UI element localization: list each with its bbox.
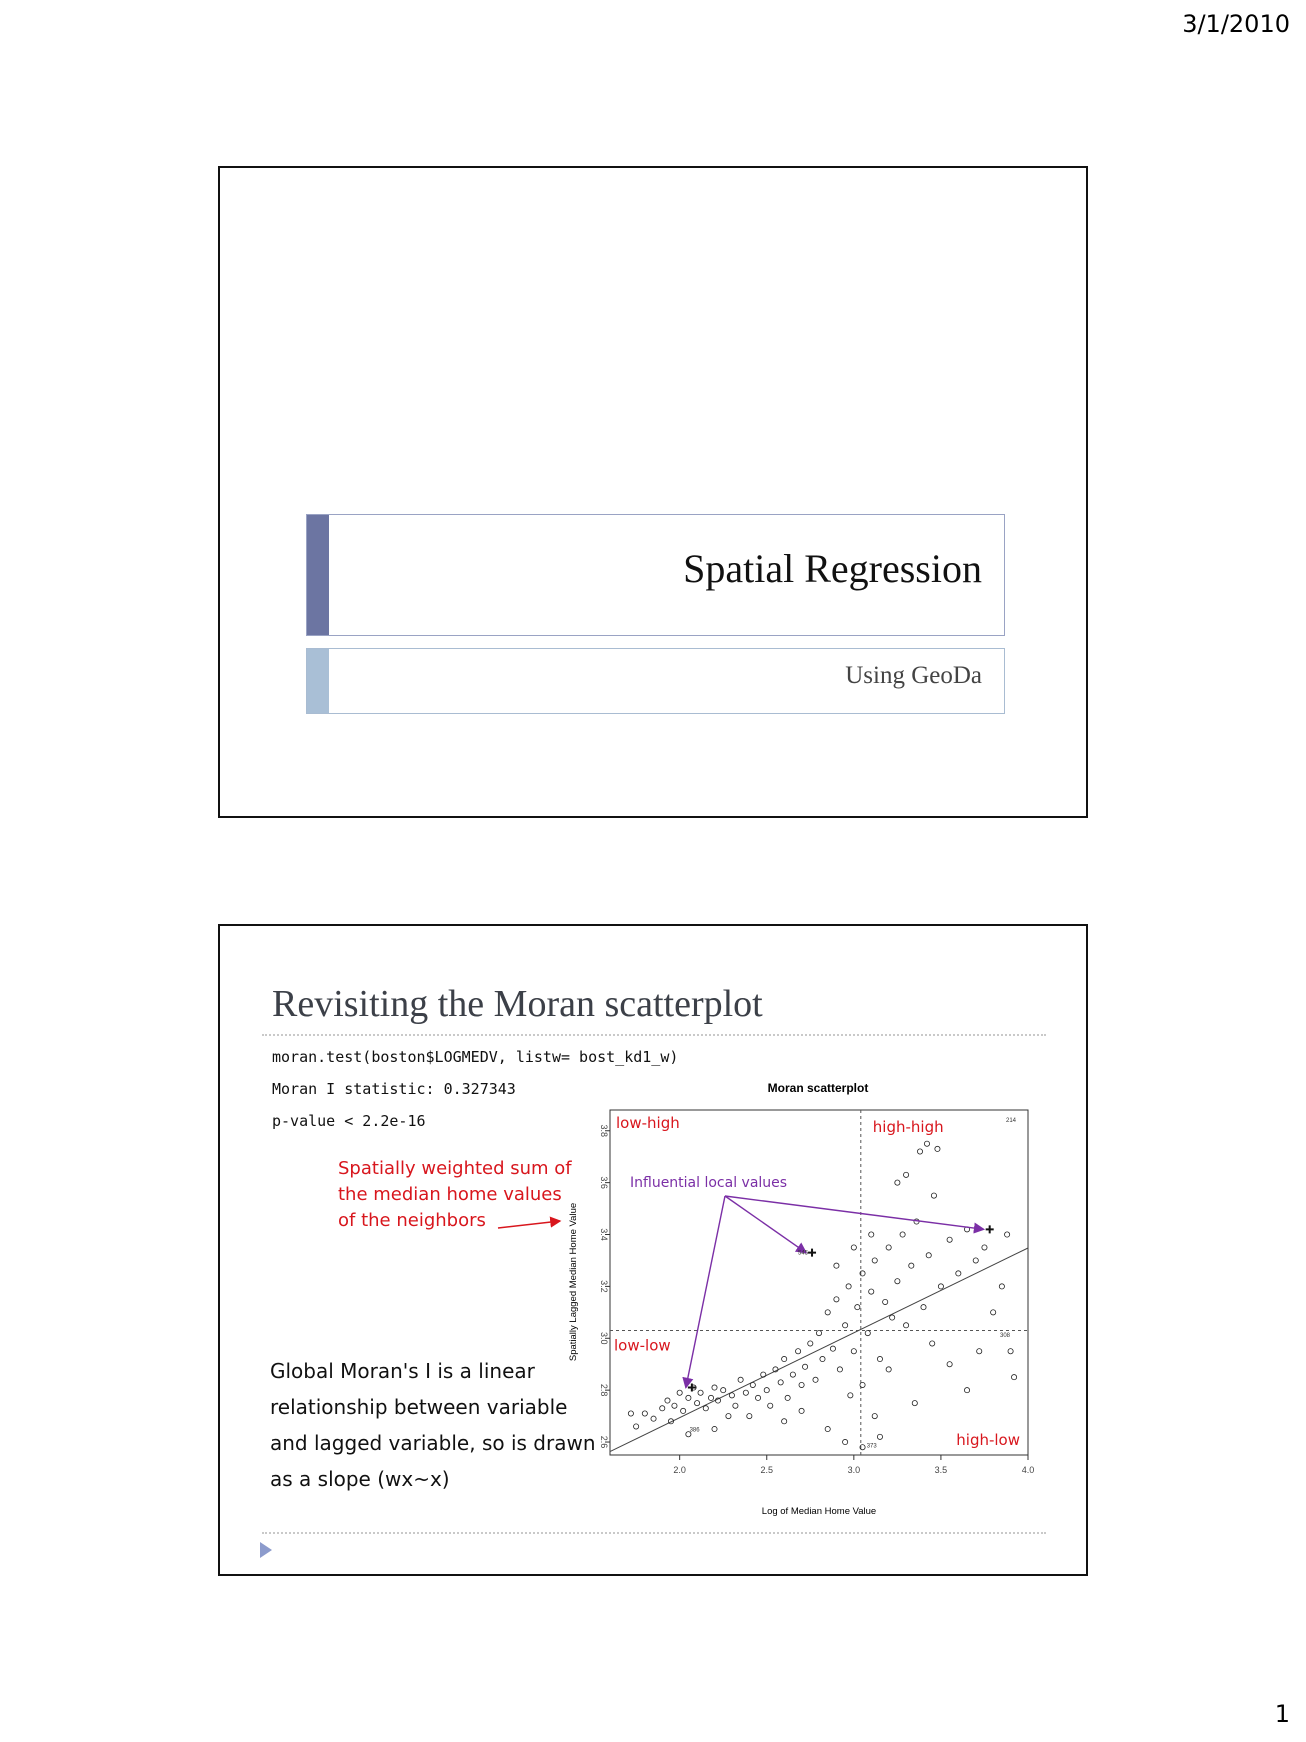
data-point: [917, 1149, 922, 1154]
data-point: [938, 1284, 943, 1289]
data-point: [738, 1377, 743, 1382]
point-label: 373: [866, 1443, 877, 1450]
global-moran-note: Global Moran's I is a linear relationship between variable and lagged variable, so is drawn as a slope (wx~x): [270, 1359, 596, 1491]
data-point: [830, 1346, 835, 1351]
data-point: [750, 1382, 755, 1387]
y-tick-label: 3.6: [599, 1176, 609, 1189]
slide-1: [218, 166, 1088, 818]
data-point: [909, 1263, 914, 1268]
data-point: [947, 1362, 952, 1367]
data-point: [848, 1393, 853, 1398]
data-point: [834, 1297, 839, 1302]
annotation-arrow: [725, 1196, 984, 1229]
regression-line: [610, 1248, 1028, 1452]
data-point: [816, 1330, 821, 1335]
data-point: [872, 1258, 877, 1263]
y-axis-label: Spatially Lagged Median Home Value: [568, 1202, 579, 1362]
data-point: [903, 1323, 908, 1328]
data-point: [865, 1330, 870, 1335]
quadrant-label: high-high: [872, 1118, 944, 1136]
data-point: [802, 1364, 807, 1369]
x-tick-label: 3.0: [847, 1465, 861, 1475]
slide-subtitle: Using GeoDa: [845, 662, 982, 689]
data-point: [694, 1401, 699, 1406]
data-point: [886, 1245, 891, 1250]
data-point: [782, 1419, 787, 1424]
influential-annotation: Influential local values: [630, 1175, 788, 1191]
data-point: [977, 1349, 982, 1354]
data-point: [799, 1408, 804, 1413]
data-point: [947, 1237, 952, 1242]
data-point: [869, 1232, 874, 1237]
data-point: [877, 1434, 882, 1439]
subtitle-block: [306, 648, 1005, 714]
x-tick-label: 3.5: [934, 1465, 948, 1475]
data-point: [982, 1245, 987, 1250]
data-point: [755, 1395, 760, 1400]
moran-scatterplot: [568, 1076, 1048, 1517]
data-point: [883, 1299, 888, 1304]
chart-title: Moran scatterplot: [767, 1081, 869, 1095]
data-point: [686, 1395, 691, 1400]
data-point: [703, 1406, 708, 1411]
data-point: [634, 1424, 639, 1429]
data-point: [872, 1413, 877, 1418]
data-point: [895, 1279, 900, 1284]
y-tick-label: 2.8: [599, 1383, 609, 1397]
code-line-1: moran.test(boston$LOGMEDV, listw= bost_kd1_w): [272, 1048, 679, 1066]
data-point: [869, 1289, 874, 1294]
data-point: [782, 1356, 787, 1361]
x-tick-label: 4.0: [1021, 1465, 1035, 1475]
data-point: [860, 1382, 865, 1387]
data-point: [912, 1401, 917, 1406]
data-point: [651, 1416, 656, 1421]
data-point: [808, 1341, 813, 1346]
point-label: 545: [798, 1250, 809, 1257]
data-point: [843, 1323, 848, 1328]
y-tick-label: 2.6: [599, 1435, 609, 1449]
page-number: 1: [1274, 1700, 1290, 1728]
data-point: [665, 1398, 670, 1403]
x-tick-label: 2.5: [760, 1465, 774, 1475]
data-point: [900, 1232, 905, 1237]
data-point: [825, 1310, 830, 1315]
point-label: 386: [689, 1427, 700, 1434]
data-point: [712, 1385, 717, 1390]
data-point: [999, 1284, 1004, 1289]
divider-top: [262, 1034, 1046, 1036]
data-point: [877, 1356, 882, 1361]
data-point: [729, 1393, 734, 1398]
data-point: [708, 1395, 713, 1400]
data-point: [956, 1271, 961, 1276]
data-point: [924, 1141, 929, 1146]
data-point: [851, 1245, 856, 1250]
data-point: [1011, 1375, 1016, 1380]
data-point: [973, 1258, 978, 1263]
data-point: [1008, 1349, 1013, 1354]
data-point: [825, 1426, 830, 1431]
lagged-value-annotation: Spatially weighted sum of the median home values of the neighbors: [338, 1158, 572, 1231]
data-point: [785, 1395, 790, 1400]
data-point: [930, 1341, 935, 1346]
data-point: [721, 1388, 726, 1393]
y-tick-label: 3.2: [599, 1280, 609, 1293]
subtitle-accent-bar: [307, 649, 329, 713]
play-arrow-icon: [260, 1542, 272, 1558]
data-point: [672, 1403, 677, 1408]
data-point: [712, 1426, 717, 1431]
data-point: [790, 1372, 795, 1377]
title-accent-bar: [307, 515, 329, 635]
data-point: [846, 1284, 851, 1289]
data-point: [642, 1411, 647, 1416]
plot-frame: [610, 1110, 1028, 1455]
data-point: [926, 1253, 931, 1258]
data-point: [843, 1439, 848, 1444]
quadrant-label: high-low: [956, 1431, 1020, 1449]
point-label: 214: [1006, 1118, 1017, 1124]
data-point: [921, 1305, 926, 1310]
slide-title: Spatial Regression: [683, 546, 982, 591]
data-point: [964, 1388, 969, 1393]
data-point: [660, 1406, 665, 1411]
y-tick-label: 3.0: [599, 1332, 609, 1345]
y-tick-label: 3.4: [599, 1228, 609, 1241]
data-point: [733, 1403, 738, 1408]
slide-2-title: Revisiting the Moran scatterplot: [272, 983, 763, 1025]
data-point: [796, 1349, 801, 1354]
data-point: [820, 1356, 825, 1361]
data-point: [799, 1382, 804, 1387]
data-point: [895, 1180, 900, 1185]
data-point: [747, 1413, 752, 1418]
data-point: [677, 1390, 682, 1395]
influential-point: [808, 1249, 816, 1257]
divider-bottom: [262, 1532, 1046, 1534]
x-tick-label: 2.0: [673, 1465, 686, 1475]
data-point: [837, 1367, 842, 1372]
data-point: [768, 1403, 773, 1408]
point-label: 308: [1000, 1333, 1011, 1339]
data-point: [931, 1193, 936, 1198]
data-point: [681, 1408, 686, 1413]
data-point: [935, 1146, 940, 1151]
y-tick-label: 3.8: [599, 1124, 609, 1138]
data-point: [698, 1390, 703, 1395]
data-point: [851, 1349, 856, 1354]
data-point: [991, 1310, 996, 1315]
data-point: [726, 1413, 731, 1418]
x-axis-label: Log of Median Home Value: [761, 1506, 877, 1517]
annotation-arrow: [686, 1196, 725, 1388]
data-point: [764, 1388, 769, 1393]
title-block: [306, 514, 1005, 636]
code-line-3: p-value < 2.2e-16: [272, 1112, 426, 1130]
data-point: [778, 1380, 783, 1385]
quadrant-label: low-low: [614, 1336, 671, 1355]
data-point: [903, 1172, 908, 1177]
data-point: [628, 1411, 633, 1416]
data-point: [743, 1390, 748, 1395]
slide-2: [218, 924, 1088, 1576]
code-line-2: Moran I statistic: 0.327343: [272, 1080, 516, 1098]
quadrant-label: low-high: [616, 1114, 680, 1132]
data-point: [886, 1367, 891, 1372]
influential-point: [986, 1225, 994, 1233]
data-point: [855, 1305, 860, 1310]
data-point: [834, 1263, 839, 1268]
data-point: [890, 1315, 895, 1320]
page-date: 3/1/2010: [1182, 10, 1290, 38]
data-point: [1005, 1232, 1010, 1237]
data-point: [813, 1377, 818, 1382]
